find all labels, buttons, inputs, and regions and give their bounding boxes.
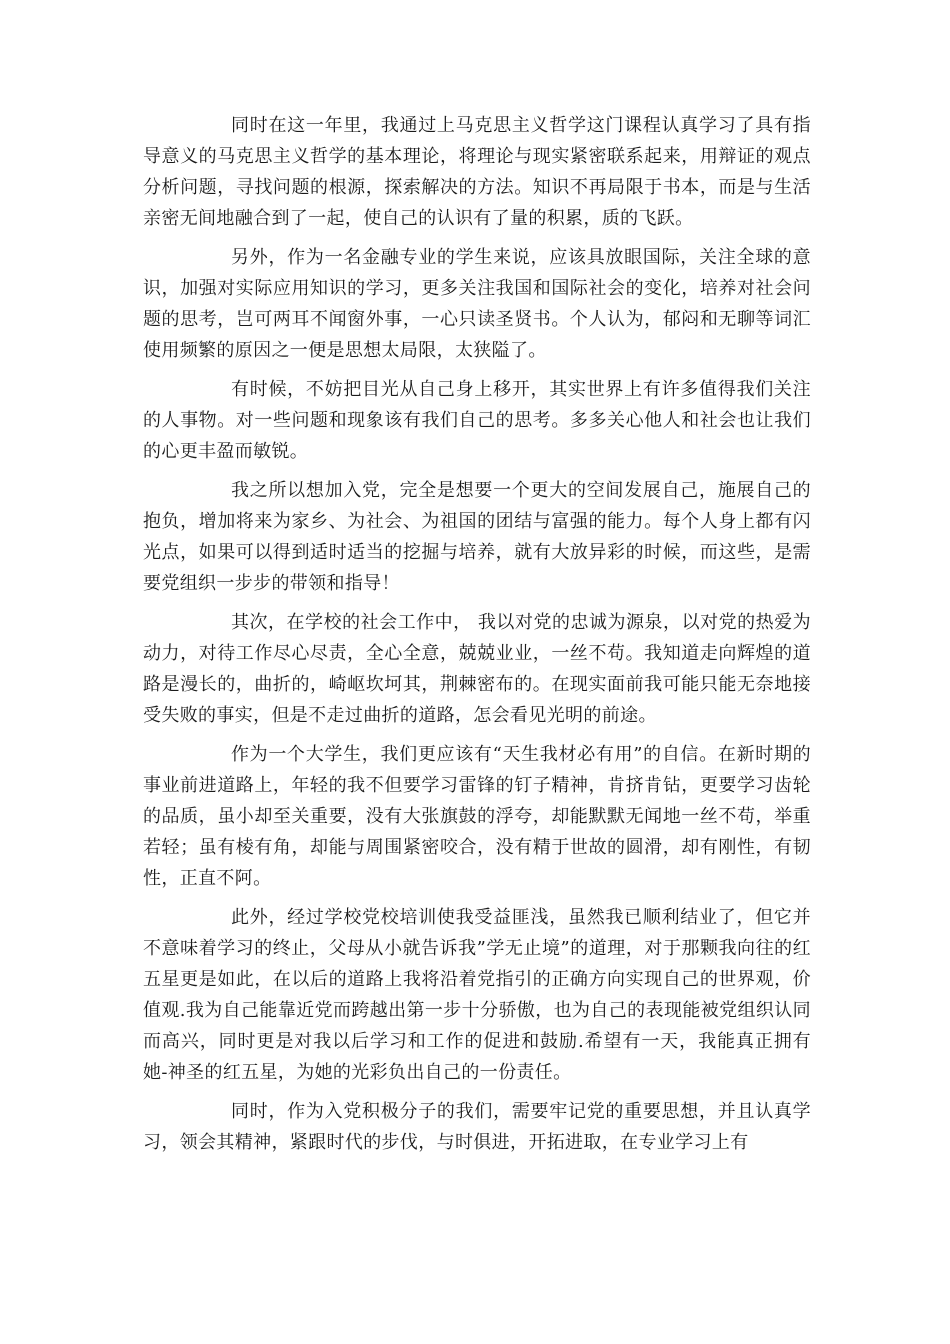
- paragraph-1: 同时在这一年里，我通过上马克思主义哲学这门课程认真学习了具有指导意义的马克思主义哲学的基本理论，将理论与现实紧密联系起来，用辩证的观点分析问题，寻找问题的根源，探索解决的方法。知识不再局限于书本，而是与生活亲密无间地融合到了一起，使自己的认识有了量的积累，质的飞跃。: [143, 115, 811, 229]
- paragraph-7: 此外，经过学校党校培训使我受益匪浅，虽然我已顺利结业了，但它并不意味着学习的终止，父母从小就告诉我”学无止境”的道理，对于那颗我向往的红五星更是如此，在以后的道路上我将沿着党指引的正确方向实现自己的世界观，价值观.我为自己能靠近党而跨越出第一步十分骄傲，也为自己的表现能被党组织认同而高兴，同时更是对我以后学习和工作的促进和鼓励.希望有一天，我能真正拥有她-神圣的红五星，为她的光彩负出自己的一份责任。: [143, 907, 811, 1083]
- paragraph-2: 另外，作为一名金融专业的学生来说，应该具放眼国际，关注全球的意识，加强对实际应用知识的学习，更多关注我国和国际社会的变化，培养对社会问题的思考，岂可两耳不闻窗外事，一心只读圣贤书。个人认为，郁闷和无聊等词汇使用频繁的原因之一便是思想太局限，太狭隘了。: [143, 247, 811, 361]
- paragraph-8: 同时，作为入党积极分子的我们，需要牢记党的重要思想，并且认真学习，领会其精神，紧跟时代的步伐，与时俱进，开拓进取，在专业学习上有: [143, 1101, 811, 1153]
- paragraph-5: 其次，在学校的社会工作中， 我以对党的忠诚为源泉，以对党的热爱为动力，对待工作尽心尽责，全心全意，兢兢业业，一丝不苟。我知道走向辉煌的道路是漫长的，曲折的，崎岖坎坷其，荆棘密布的。在现实面前我可能只能无奈地接受失败的事实，但是不走过曲折的道路，怎会看见光明的前途。: [143, 612, 811, 726]
- paragraph-4: 我之所以想加入党，完全是想要一个更大的空间发展自己，施展自己的抱负，增加将来为家乡、为社会、为祖国的团结与富强的能力。每个人身上都有闪光点，如果可以得到适时适当的挖掘与培养，就有大放异彩的时候，而这些，是需要党组织一步步的带领和指导！: [143, 480, 811, 594]
- document-body: [143, 110, 811, 1166]
- paragraph-3: 有时候，不妨把目光从自己身上移开，其实世界上有许多值得我们关注的人事物。对一些问题和现象该有我们自己的思考。多多关心他人和社会也让我们的心更丰盈而敏锐。: [143, 379, 811, 462]
- paragraph-6: 作为一个大学生，我们更应该有“天生我材必有用”的自信。在新时期的事业前进道路上，年轻的我不但要学习雷锋的钉子精神，肯挤肯钻，更要学习齿轮的品质，虽小却至关重要，没有大张旗鼓的浮夸，却能默默无闻地一丝不苟，举重若轻；虽有棱有角，却能与周围紧密咬合，没有精于世故的圆滑，却有刚性，有韧性，正直不阿。: [143, 744, 811, 889]
